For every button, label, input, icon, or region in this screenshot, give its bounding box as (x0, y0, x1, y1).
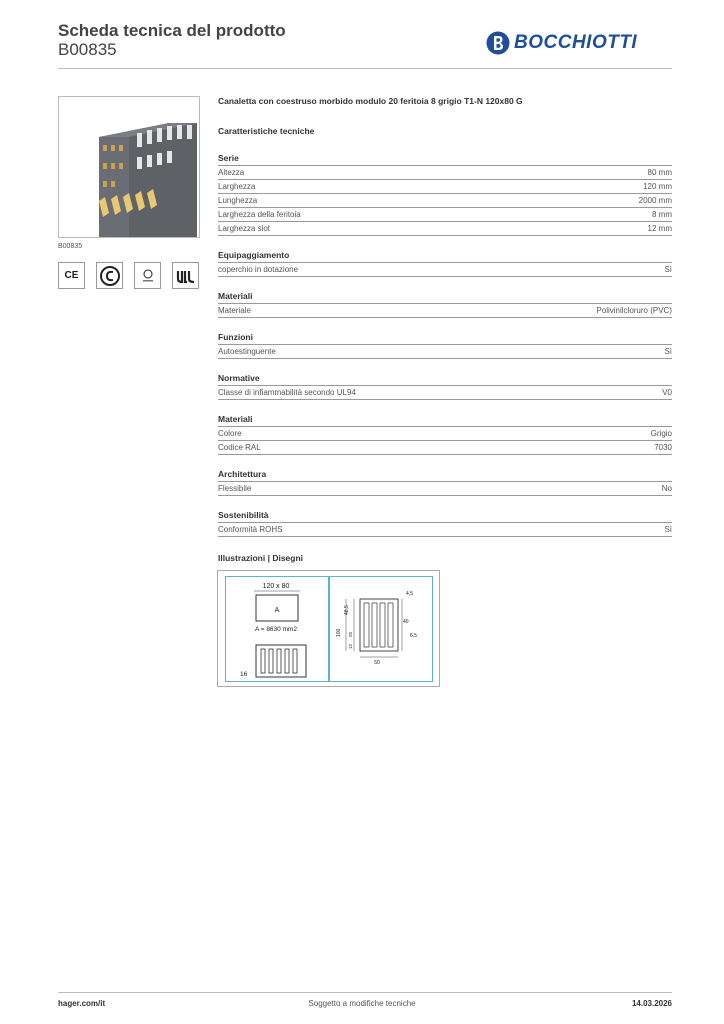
spec-row: Lunghezza 2000 mm (218, 193, 672, 207)
section-title: Equipaggiamento (218, 250, 290, 260)
spec-section (218, 466, 672, 496)
ce-mark-icon: CE (58, 262, 85, 289)
characteristics-title: Caratteristiche tecniche (218, 126, 315, 136)
brand-logo (486, 30, 637, 56)
product-code: B00835 (58, 40, 117, 59)
dim-bottom: 50 (374, 660, 380, 666)
bocchiotti-logo-icon (486, 30, 510, 56)
spec-section (218, 247, 672, 277)
dim-top: 4,5 (406, 591, 413, 597)
spec-row: Altezza 80 mm (218, 165, 672, 179)
spec-row: Larghezza 120 mm (218, 179, 672, 193)
specifications (218, 96, 672, 563)
area-label: A = 8630 mm2 (254, 626, 298, 633)
header-divider (58, 68, 672, 69)
technical-drawings (217, 570, 440, 687)
product-description: Canaletta con coestruso morbido modulo 20 feritoia 8 grigio T1-N 120x80 G (218, 96, 523, 106)
section-title: Funzioni (218, 332, 253, 342)
section-title: Materiali (218, 291, 253, 301)
spec-row: coperchio in dotazione Sì (218, 262, 672, 277)
product-photo (58, 96, 200, 238)
spec-row: Larghezza della feritoia 8 mm (218, 207, 672, 221)
illustrations-title: Illustrazioni | Disegni (218, 553, 304, 563)
spec-section (218, 150, 672, 236)
footer-date: 14.03.2026 (631, 999, 672, 1008)
cross-section-drawing (225, 576, 329, 682)
ul-recognized-icon (172, 262, 199, 289)
certification-marks (58, 262, 199, 289)
spec-section (218, 288, 672, 318)
footer-note: Soggetto a modifiche tecniche (308, 999, 416, 1008)
spec-row: Codice RAL 7030 (218, 440, 672, 455)
spec-section (218, 411, 672, 455)
comb-dim-label: 16 (240, 671, 248, 678)
section-title: Serie (218, 153, 239, 163)
dim-left-mid: 100 (336, 628, 342, 637)
ul-recognized-small-icon (134, 262, 161, 289)
page-title: Scheda tecnica del prodotto (58, 21, 286, 40)
section-title: Architettura (218, 469, 267, 479)
section-title: Sostenibilità (218, 510, 269, 520)
spec-section (218, 329, 672, 359)
spec-row: Autoestinguente Sì (218, 344, 672, 359)
dimension-drawing (329, 576, 433, 682)
footer-site: hager.com/it (58, 999, 106, 1008)
dim-left-b: 12 (348, 643, 353, 649)
spec-row: Classe di infiammabilità secondo UL94 V0 (218, 385, 672, 400)
dim-left-a: 25 (348, 631, 353, 637)
brand-name: BOCCHIOTTI (514, 32, 638, 53)
spec-section (218, 507, 672, 537)
spec-row: Materiale Polivinilcloruro (PVC) (218, 303, 672, 318)
footer-divider (58, 992, 672, 993)
spec-row: Flessibile No (218, 481, 672, 496)
photo-caption: B00835 (58, 243, 83, 250)
spec-row: Larghezza slot 12 mm (218, 221, 672, 236)
spec-row: Conformità ROHS Sì (218, 522, 672, 537)
dim-left-top: 48,5 (344, 605, 350, 615)
section-letter: A (274, 607, 280, 614)
section-dim-label: 120 x 80 (262, 583, 290, 590)
section-title: Normative (218, 373, 260, 383)
dim-right: 40 (403, 619, 409, 625)
spec-section (218, 370, 672, 400)
dim-right-b: 6,5 (410, 633, 417, 639)
spec-row: Colore Grigio (218, 426, 672, 440)
section-title: Materiali (218, 414, 253, 424)
csa-mark-icon (96, 262, 123, 289)
